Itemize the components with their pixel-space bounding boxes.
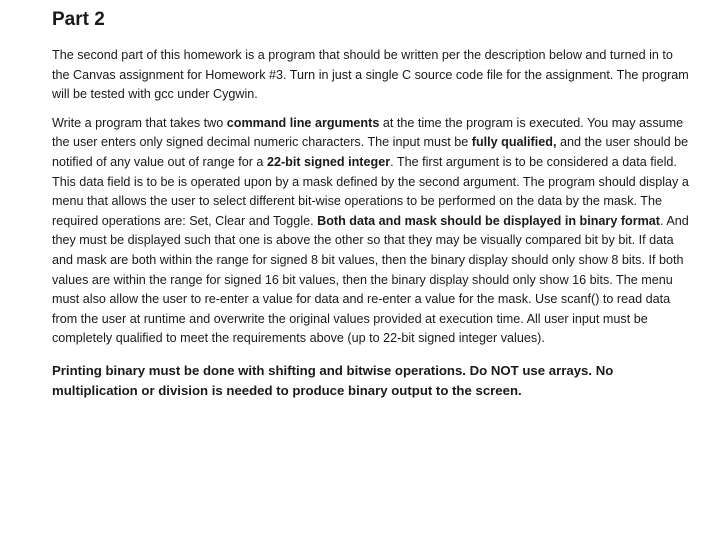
requirements-text-4: . The first argument is to be considered a data field. This data field is to be is operated upon by a mask defined by the second argument. The program should display a menu that allows the user to select different bit-wise operations to be performed on the data by the mask. The required operations are: Set, Clear and Toggle.: [52, 154, 689, 228]
requirements-bold-4: Both data and mask should be displayed in binary format: [317, 213, 661, 228]
requirements-bold-2: fully qualified,: [471, 135, 557, 150]
requirements-bold-1: command line arguments: [226, 115, 380, 130]
section-heading: Part 2: [52, 9, 105, 30]
document-page: [52, 8, 692, 401]
requirements-paragraph: [52, 114, 692, 349]
binary-rules-paragraph: Printing binary must be done with shifting and bitwise operations. Do NOT use arrays. No multiplication or division is needed to produce binary output to the screen.: [52, 362, 614, 398]
requirements-text-1: Write a program that takes two: [52, 115, 227, 130]
intro-paragraph: The second part of this homework is a program that should be written per the description below and turned in to the Canvas assignment for Homework #3. Turn in just a single C source code file for the assignment. The program will be tested with gcc under Cygwin.: [52, 48, 689, 102]
requirements-bold-3: 22-bit signed integer: [266, 154, 391, 169]
requirements-text-5: . And they must be displayed such that one is above the other so that they may be visually compared bit by bit. If data and mask are both within the range for signed 8 bit values, then the binary display should only show 8 bits. If both values are within the range for signed 16 bit values, then the binary display should only show 16 bits. The menu must also allow the user to re-enter a value for data and re-enter a value for the mask. Use scanf() to read data from the user at runtime and overwrite the original values provided at execution time. All user input must be completely qualified to meet the requirements above (up to 22-bit signed integer values).: [52, 213, 689, 346]
requirements-text-3: and the user should be notified of any value out of range for a: [52, 135, 689, 169]
requirements-text-2: at the time the program is executed. You may assume the user enters only signed decimal numeric characters. The input must be: [52, 115, 684, 150]
